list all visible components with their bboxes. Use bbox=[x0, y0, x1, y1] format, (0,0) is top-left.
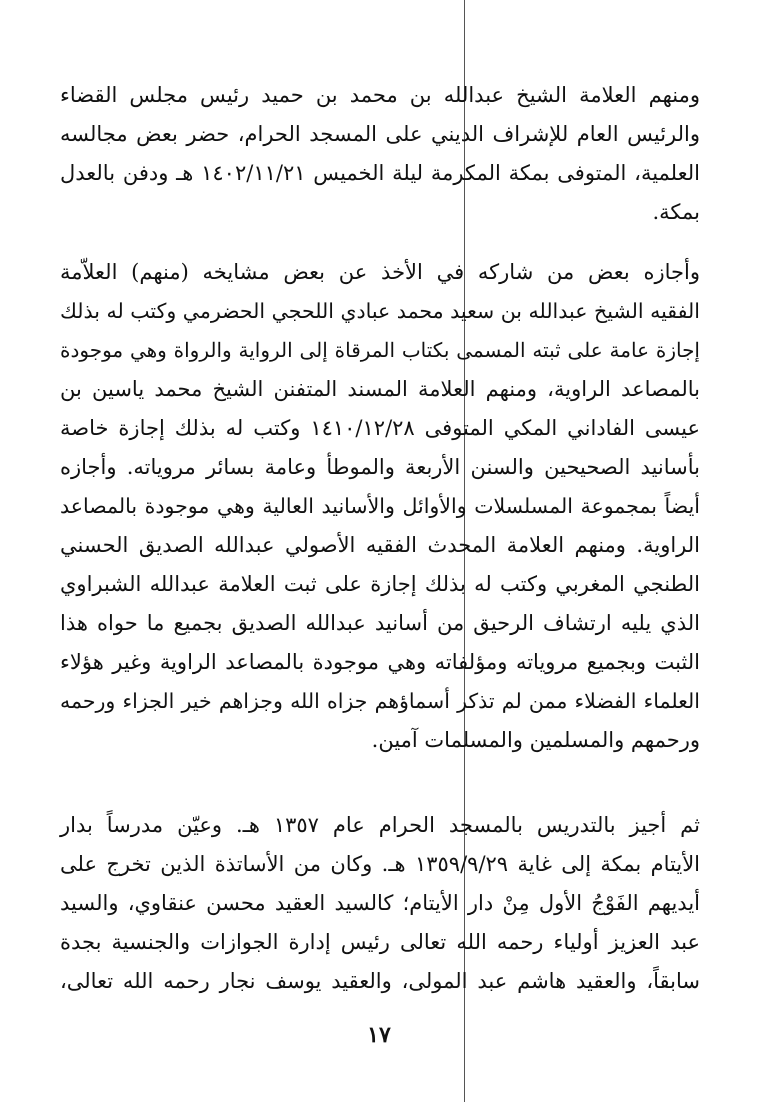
paragraph-line: أيديهم الفَوْجُ الأول مِنْ دار الأيتام؛ كالسيد العقيد محسن عنقاوي، والسيد bbox=[60, 891, 700, 915]
paragraph-line: بالمصاعد الراوية، ومنهم العلامة المسند المتفنن الشيخ محمد ياسين بن bbox=[60, 377, 700, 401]
paragraph-line: وأجازه بعض من شاركه في الأخذ عن بعض مشايخه (منهم) العلاّمة bbox=[60, 260, 700, 284]
paragraph-line: ثم أجيز بالتدريس بالمسجد الحرام عام ١٣٥٧ هـ. وعيّن مدرساً بدار bbox=[60, 813, 700, 837]
paragraph-line: الراوية. ومنهم العلامة المحدث الفقيه الأصولي عبدالله الصديق الحسني bbox=[60, 533, 700, 557]
paragraph-line: الطنجي المغربي وكتب له بذلك إجازة على ثبت العلامة عبدالله الشبراوي bbox=[60, 572, 700, 596]
paragraph-line: الفقيه الشيخ عبدالله بن سعيد محمد عبادي اللحجي الحضرمي وكتب له بذلك bbox=[60, 299, 700, 323]
paragraph-3 bbox=[60, 806, 700, 1001]
paragraph-line: إجازة عامة على ثبته المسمى بكتاب المرقاة إلى الرواية والرواة وهي موجودة bbox=[60, 338, 700, 362]
paragraph-line: سابقاً، والعقيد هاشم عبد المولى، والعقيد يوسف نجار رحمه الله تعالى، bbox=[60, 969, 700, 993]
paragraph-line: الثبت وبجميع مروياته ومؤلفاته وهي موجودة بالمصاعد الراوية وغير هؤلاء bbox=[60, 650, 700, 674]
paragraph-line: ومنهم العلامة الشيخ عبدالله بن محمد بن حميد رئيس مجلس القضاء bbox=[60, 83, 700, 107]
paragraph-line: عبد العزيز أولياء رحمه الله تعالى رئيس إدارة الجوازات والجنسية بجدة bbox=[60, 930, 700, 954]
page-number: ١٧ bbox=[367, 1022, 391, 1048]
paragraph-2 bbox=[60, 253, 700, 760]
paragraph-line: أيضاً بمجموعة المسلسلات والأوائل والأسانيد العالية وهي موجودة بالمصاعد bbox=[60, 494, 700, 518]
paragraph-line: عيسى الفاداني المكي المتوفى ١٤١٠/١٢/٢٨ وكتب له بذلك إجازة خاصة bbox=[60, 416, 700, 440]
paragraph-line: العلماء الفضلاء ممن لم تذكر أسماؤهم جزاه الله وجزاهم خير الجزاء ورحمه bbox=[60, 689, 700, 713]
paragraph-line: الذي يليه ارتشاف الرحيق من أسانيد عبدالله الصديق بجميع ما حواه هذا bbox=[60, 611, 700, 635]
paragraph-line: بأسانيد الصحيحين والسنن الأربعة والموطأ وعامة بسائر مروياته. وأجازه bbox=[60, 455, 700, 479]
paragraph-line: ورحمهم والمسلمين والمسلمات آمين. bbox=[371, 728, 700, 752]
paragraph-line: بمكة. bbox=[652, 200, 700, 224]
paragraph-line: الأيتام بمكة إلى غاية ١٣٥٩/٩/٢٩ هـ. وكان من الأساتذة الذين تخرج على bbox=[60, 852, 701, 876]
paragraph-1 bbox=[60, 76, 700, 232]
paragraph-line: والرئيس العام للإشراف الديني على المسجد الحرام، حضر بعض مجالسه bbox=[60, 122, 700, 146]
paragraph-line: العلمية، المتوفى بمكة المكرمة ليلة الخميس ١٤٠٢/١١/٢١ هـ ودفن بالعدل bbox=[60, 161, 700, 185]
